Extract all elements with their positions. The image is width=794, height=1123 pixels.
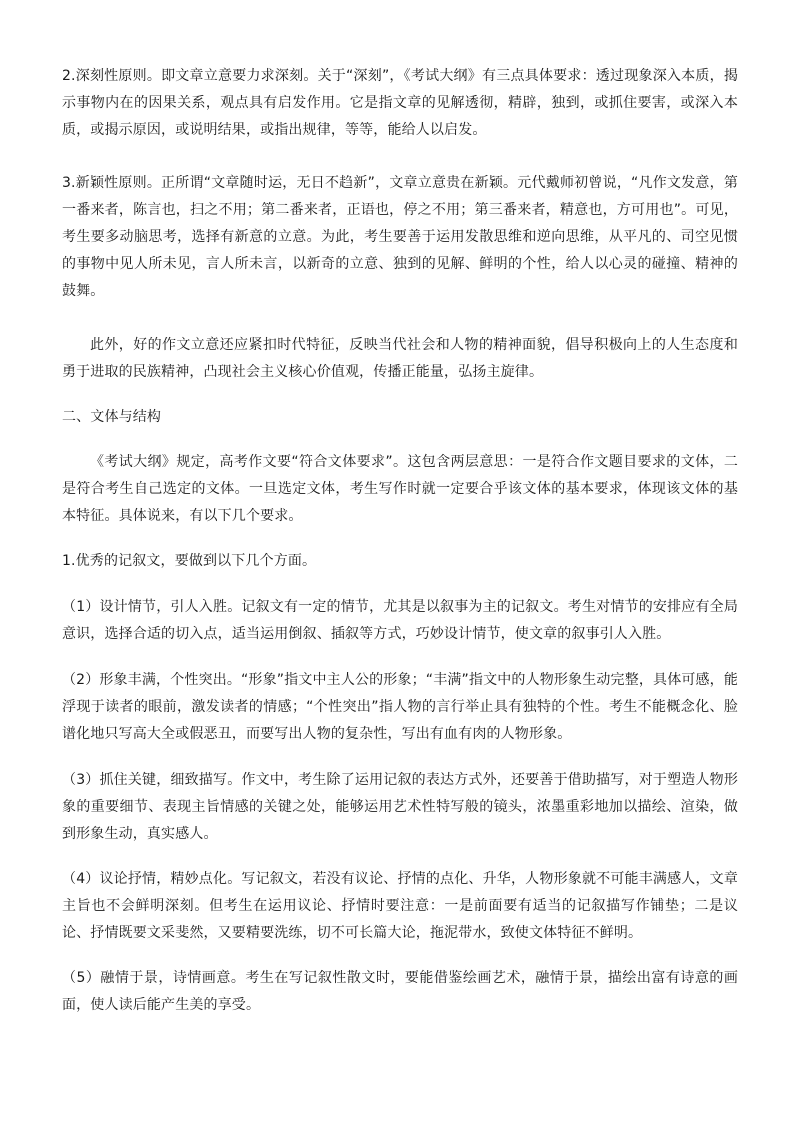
paragraph-discussion-lyric: （4）议论抒情，精妙点化。写记叙文，若没有议论、抒情的点化、升华，人物形象就不可能丰满感人，文章主旨也不会鲜明深刻。但考生在运用议论、抒情时要注意：一是前面要有适当的记叙描写作铺垫；二是议论、抒情既要文采斐然，又要精要洗练，切不可长篇大论，拖泥带水，致使文体特征不鲜明。	[62, 871, 738, 941]
paragraph-novelty-principle: 3.新颖性原则。正所谓“文章随时运，无日不趋新”，文章立意贵在新颖。元代戴师初曾说，“凡作文发意，第一番来者，陈言也，扫之不用；第二番来者，正语也，停之不用；第三番来者，精意也，方可用也”。可见，考生要多动脑思考，选择有新意的立意。为此，考生要善于运用发散思维和逆向思维，从平凡的、司空见惯的事物中见人所未见，言人所未言，以新奇的立意、独到的见解、鲜明的个性，给人以心灵的碰撞、精神的鼓舞。	[62, 175, 738, 299]
paragraph-era-features: 此外，好的作文立意还应紧扣时代特征，反映当代社会和人物的精神面貌，倡导积极向上的人生态度和勇于进取的民族精神，凸现社会主义核心价值观，传播正能量，弘扬主旋律。	[62, 337, 738, 380]
paragraph-narrative-intro: 1.优秀的记叙文，要做到以下几个方面。	[62, 553, 317, 569]
paragraph-detailed-description: （3）抓住关键，细致描写。作文中，考生除了运用记叙的表达方式外，还要善于借助描写，对于塑造人物形象的重要细节、表现主旨情感的关键之处，能够运用艺术性特写般的镜头，浓墨重彩地加以描绘、渲染，做到形象生动，真实感人。	[62, 772, 738, 842]
paragraph-vivid-character: （2）形象丰满，个性突出。“形象”指文中主人公的形象；“丰满”指文中的人物形象生动完整，具体可感，能浮现于读者的眼前，激发读者的情感；“个性突出”指人物的言行举止具有独特的个性。考生不能概念化、脸谱化地只写高大全或假恶丑，而要写出人物的复杂性，写出有血有肉的人物形象。	[62, 672, 738, 742]
paragraph-depth-principle: 2.深刻性原则。即文章立意要力求深刻。关于“深刻”，《考试大纲》有三点具体要求：透过现象深入本质，揭示事物内在的因果关系，观点具有启发作用。它是指文章的见解透彻，精辟，独到，或抓住要害，或深入本质，或揭示原因，或说明结果，或指出规律，等等，能给人以启发。	[62, 68, 738, 138]
paragraph-scene-emotion: （5）融情于景，诗情画意。考生在写记叙性散文时，要能借鉴绘画艺术，融情于景，描绘出富有诗意的画面，使人读后能产生美的享受。	[62, 970, 738, 1013]
section-heading-style-structure: 二、文体与结构	[62, 409, 162, 425]
document-body	[62, 63, 738, 1019]
paragraph-plot-design: （1）设计情节，引人入胜。记叙文有一定的情节，尤其是以叙事为主的记叙文。考生对情节的安排应有全局意识，选择合适的切入点，适当运用倒叙、插叙等方式，巧妙设计情节，使文章的叙事引人入胜。	[62, 599, 738, 642]
paragraph-style-requirements: 《考试大纲》规定，高考作文要“符合文体要求”。这包含两层意思：一是符合作文题目要求的文体，二是符合考生自己选定的文体。一旦选定文体，考生写作时就一定要合乎该文体的基本要求，体现该文体的基本特征。具体说来，有以下几个要求。	[62, 454, 738, 524]
